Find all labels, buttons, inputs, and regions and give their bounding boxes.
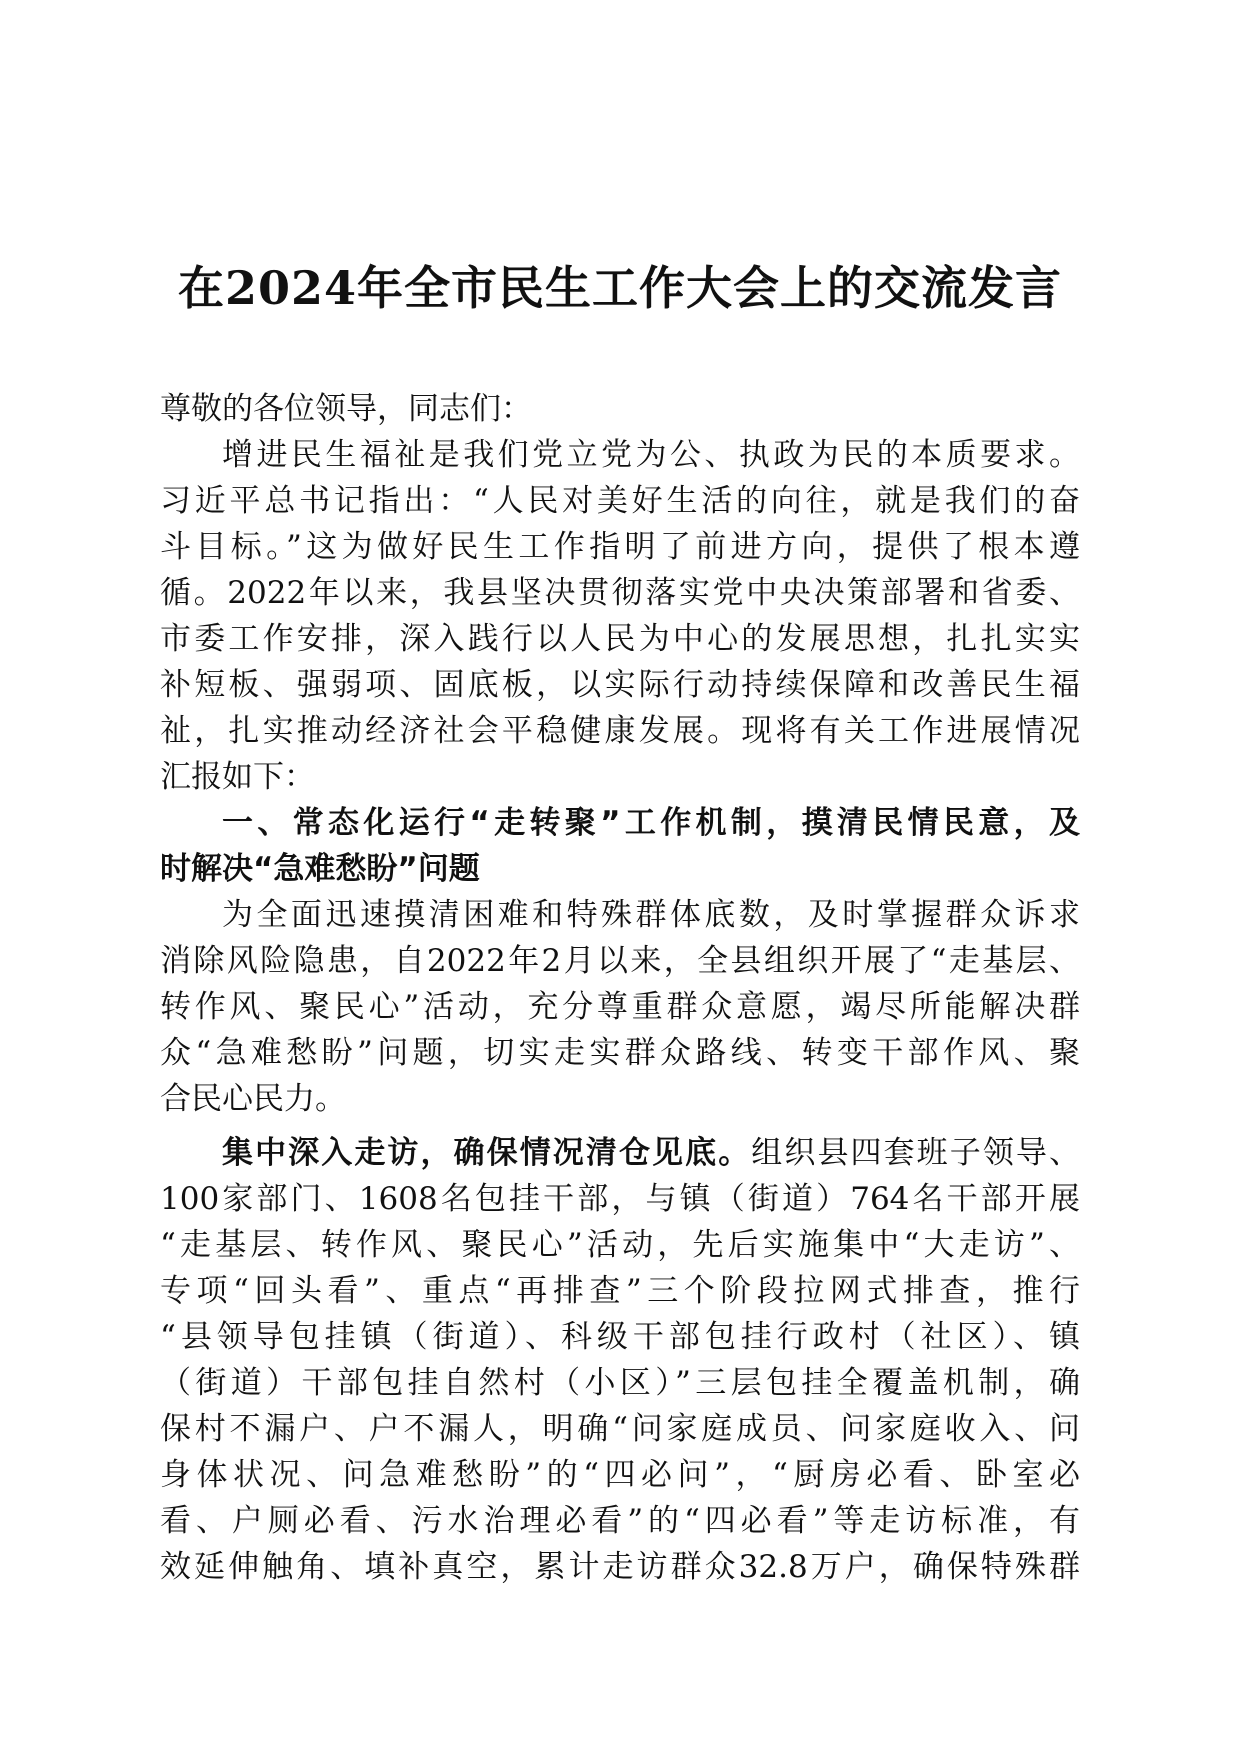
paragraph-line: 市委工作安排，深入践行以人民为中心的发展思想，扎扎实实 (160, 621, 1080, 657)
paragraph-line: 看、户厕必看、污水治理必看”的“四必看”等走访标准，有 (160, 1503, 1080, 1539)
paragraph-line: 斗目标。”这为做好民生工作指明了前进方向，提供了根本遵 (160, 529, 1080, 565)
paragraph-line: 祉，扎实推动经济社会平稳健康发展。现将有关工作进展情况 (160, 713, 1080, 749)
document-body (160, 386, 1080, 1590)
paragraph-line: “县领导包挂镇（街道）、科级干部包挂行政村（社区）、镇 (160, 1319, 1080, 1355)
paragraph-line: 增进民生福祉是我们党立党为公、执政为民的本质要求。 (222, 437, 1080, 473)
paragraph-line (160, 1130, 1080, 1176)
paragraph-line: “走基层、转作风、聚民心”活动，先后实施集中“大走访”、 (160, 1227, 1080, 1263)
document-title: 在2024年全市民生工作大会上的交流发言 (177, 261, 1063, 315)
paragraph-line: 转作风、聚民心”活动，充分尊重群众意愿，竭尽所能解决群 (160, 989, 1080, 1025)
paragraph-line: 汇报如下： (160, 759, 315, 795)
paragraph-line: 习近平总书记指出：“人民对美好生活的向往，就是我们的奋 (160, 483, 1080, 519)
paragraph-line: （街道）干部包挂自然村（小区）”三层包挂全覆盖机制，确 (160, 1365, 1080, 1401)
paragraph-line: 100家部门、1608名包挂干部，与镇（街道）764名干部开展 (160, 1181, 1080, 1217)
paragraph-line: 合民心民力。 (160, 1081, 346, 1117)
paragraph-line: 为全面迅速摸清困难和特殊群体底数，及时掌握群众诉求 (222, 897, 1080, 933)
section-heading-line: 一、常态化运行“走转聚”工作机制，摸清民情民意，及 (222, 805, 1080, 841)
paragraph-line: 效延伸触角、填补真空，累计走访群众32.8万户，确保特殊群 (160, 1549, 1080, 1585)
paragraph-lead: 集中深入走访，确保情况清仓见底。 (222, 1135, 752, 1171)
paragraph-line: 专项“回头看”、重点“再排查”三个阶段拉网式排查，推行 (160, 1273, 1080, 1309)
paragraph-line: 消除风险隐患，自2022年2月以来，全县组织开展了“走基层、 (160, 943, 1080, 979)
paragraph-line: 身体状况、问急难愁盼”的“四必问”，“厨房必看、卧室必 (160, 1457, 1080, 1493)
paragraph-line: 循。2022年以来，我县坚决贯彻落实党中央决策部署和省委、 (160, 575, 1080, 611)
paragraph-line: 补短板、强弱项、固底板，以实际行动持续保障和改善民生福 (160, 667, 1080, 703)
paragraph-line: 保村不漏户、户不漏人，明确“问家庭成员、问家庭收入、问 (160, 1411, 1080, 1447)
section-heading-line: 时解决“急难愁盼”问题 (160, 851, 480, 887)
paragraph-text: 组织县四套班子领导、 (751, 1135, 1081, 1171)
salutation-line: 尊敬的各位领导，同志们： (160, 391, 532, 427)
paragraph-line: 众“急难愁盼”问题，切实走实群众路线、转变干部作风、聚 (160, 1035, 1080, 1071)
